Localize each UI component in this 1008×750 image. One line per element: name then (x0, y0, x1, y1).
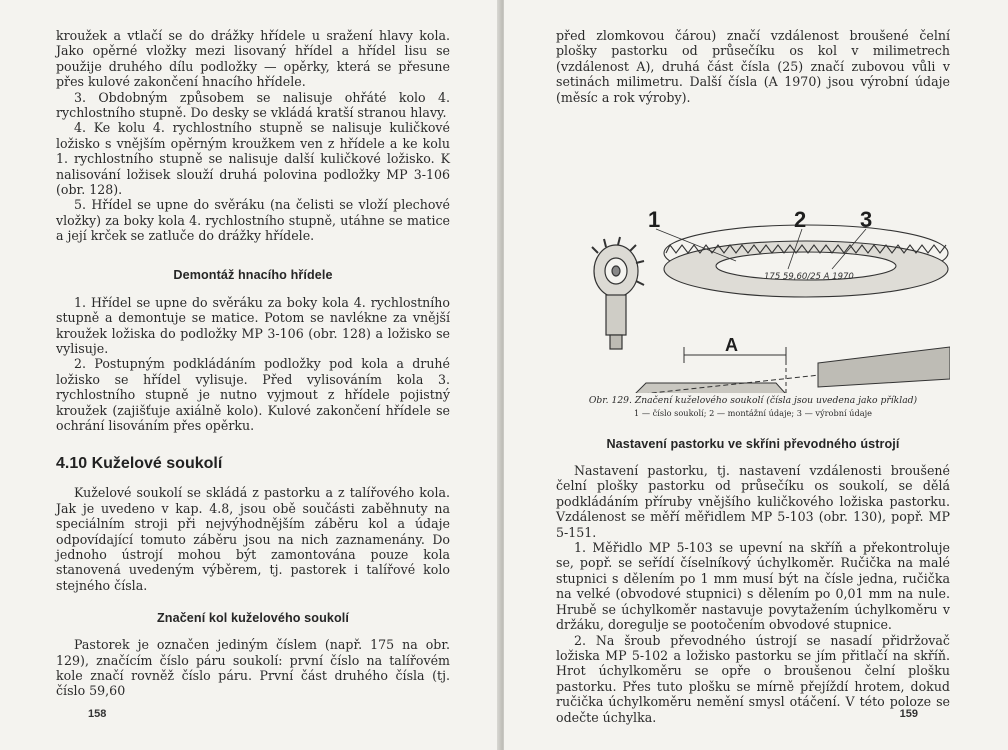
ring-gear-drawing (664, 225, 948, 297)
section-heading: 4.10 Kuželové soukolí (56, 455, 223, 473)
figure-caption (556, 395, 950, 419)
paragraph: před zlomkovou čárou) značí vzdálenost broušené čelní plošky pastorku od průsečíku os kol v milimetrech (vzdálenost A), druhá část čísla (25) značí zubovou vůli v setinách milimetru. Další čísla (A 1970) jsou výrobní údaje (měsíc a rok výroby). (556, 28, 950, 105)
paragraph: 3. Obdobným způsobem se nalisuje ohřáté kolo 4. rychlostního stupně. Do desky se vkládá kratší stranou hlavy. (56, 89, 450, 121)
page-number: 159 (899, 708, 918, 720)
callout-3: 3 (860, 207, 873, 233)
paragraph: 2. Postupným podkládáním podložky pod kola a druhé ložisko se hřídel vylisuje. Před vylisováním kola 3. rychlostního stupně je nutno vyjmout z hřídele pojistný kroužek (zajišťuje axiálně kolo). Kulové zakončení hřídele se ochrání lisováním přes opěrku. (56, 356, 450, 433)
paragraph: Pastorek je označen jediným číslem (např. 175 na obr. 129), značícím číslo páru soukolí: první číslo na talířovém kole značí rovněž číslo páru. První část druhého čísla (tj. číslo 59,60 (56, 637, 450, 699)
left-page (0, 0, 500, 750)
bevel-gear-illustration (556, 111, 950, 393)
heading-nastaveni: Nastavení pastorku ve skříni převodného ústrojí (606, 437, 900, 452)
paragraph: 5. Hřídel se upne do svěráku (na čelisti se vloží plechové vložky) za boky kola 4. rychlostního stupně, utáhne se matice a její krček se zatluče do drážky hřídele. (56, 197, 450, 244)
heading-demontaz: Demontáž hnacího hřídele (173, 267, 333, 282)
dimension-A: A (725, 335, 738, 356)
paragraph: 4. Ke kolu 4. rychlostního stupně se nalisuje kuličkové ložisko s vnějším opěrným kroužkem ven z hřídele a ke kolu 1. rychlostního stupně se nalisuje další kuličkové ložisko. K nalisování ložisek slouží druhá polovina podložky MP 3-106 (obr. 128). (56, 120, 450, 198)
section-view (596, 347, 950, 393)
gear-marking: 175 59,60/25 A 1970 (764, 272, 854, 283)
caption-legend: 1 — číslo soukolí; 2 — montážní údaje; 3 — výrobní údaje (634, 408, 872, 419)
figure-129 (556, 111, 950, 393)
paragraph: Nastavení pastorku, tj. nastavení vzdálenosti broušené čelní plošky pastorku od průsečíku os soukolí, se dělá podkládáním příruby vnějšího kuličkového ložiska pastorku. Vzdálenost se měří měřidlem MP 5-103 (obr. 130), popř. MP 5-151. (556, 463, 950, 540)
paragraph: 2. Na šroub převodného ústrojí se nasadí přidržovač ložiska MP 5-102 a ložisko pastorku se jím přitlačí na skříň. Hrot úchylkoměru se opře o broušenou čelní plošku pastorku. Přes tuto plošku se mírně přejíždí hrotem, dokud ručička úchylkoměru nemění smysl otáčení. V této poloze se odečte úchylka. (556, 632, 950, 725)
paragraph: kroužek a vtlačí se do drážky hřídele u sražení hlavy kola. Jako opěrné vložky mezi lisovaný hřídel a hřídel lisu se použije druhého dílu podložky — opěrky, která se přesune přes kulové zakončení hnacího hřídele. (56, 28, 450, 90)
paragraph: 1. Hřídel se upne do svěráku za boky kola 4. rychlostního stupně a demontuje se matice. Potom se navlékne za vnější kroužek ložiska do podložky MP 3-106 (obr. 128) a ložisko se vylisuje. (56, 294, 450, 356)
callout-1: 1 (648, 207, 661, 233)
callout-2: 2 (794, 207, 807, 233)
pinion-drawing (592, 237, 644, 349)
heading-znaceni: Značení kol kuželového soukolí (157, 611, 349, 626)
caption-text: Obr. 129. Značení kuželového soukolí (čísla jsou uvedena jako příklad) (588, 395, 918, 407)
page-number: 158 (88, 708, 107, 720)
paragraph: Kuželové soukolí se skládá z pastorku a z talířového kola. Jak je uvedeno v kap. 4.8, jsou obě součásti zaběhnuty na speciálním stroji při nejvýhodnějším záběru kol a údaje odpovídající tomuto záběru jsou na nich zaznamenány. Do jednoho ústrojí mohou být zamontována pouze kola stanovená uvedeným výběrem, tj. pastorek i talířové kolo stejného čísla. (56, 485, 450, 593)
right-page (504, 0, 1008, 750)
paragraph: 1. Měřidlo MP 5-103 se upevní na skříň a překontroluje se, popř. se seřídí číselníkový úchylkoměr. Ručička na malé stupnici s dělením po 1 mm musí být na čísle jedna, ručička na velké (obvodové stupnici) s dělením po 0,01 mm na nule. Hrubě se úchylkoměr nastavuje povytažením úchylkoměru v držáku, doregulje se pootočením obvodové stupnice. (556, 540, 950, 633)
